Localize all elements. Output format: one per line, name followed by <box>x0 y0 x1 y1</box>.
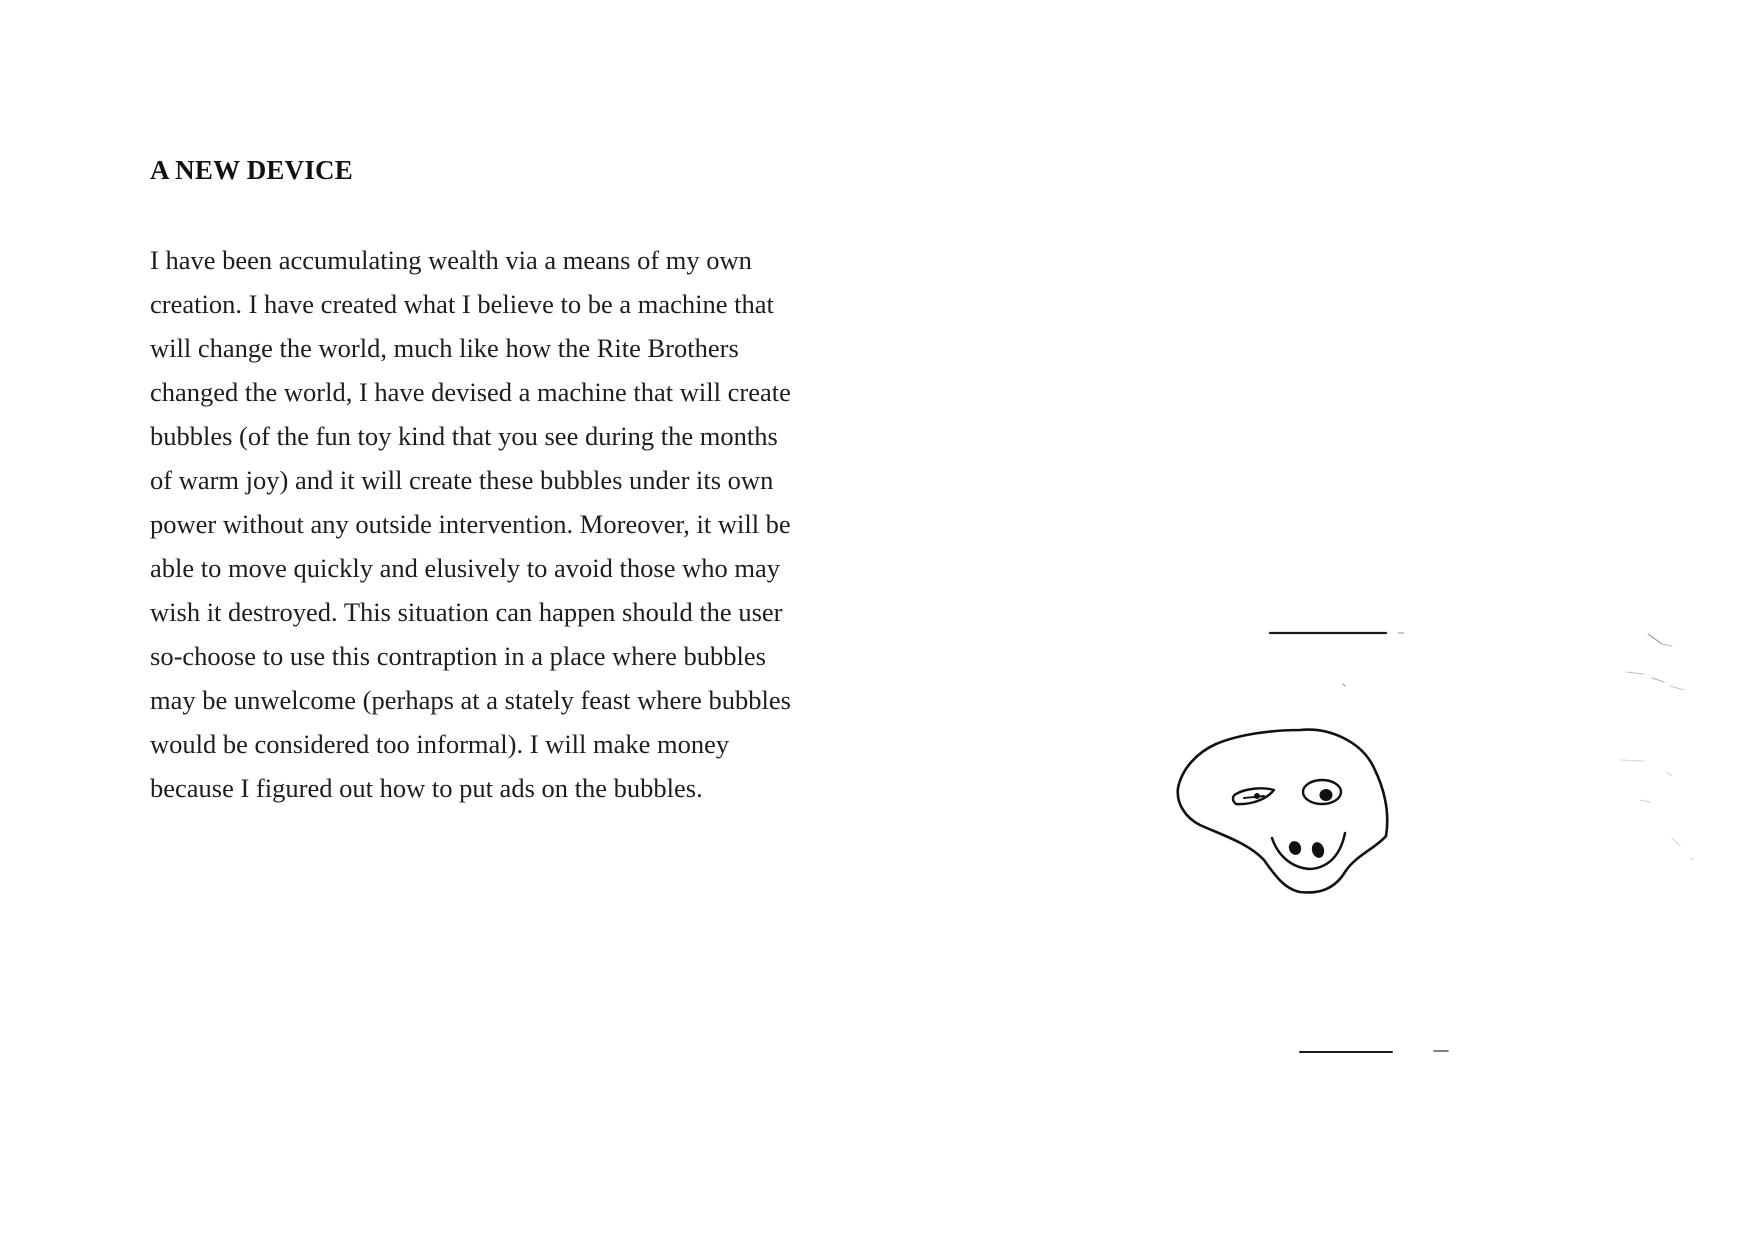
smile <box>1272 833 1345 869</box>
left-nostril <box>1287 839 1303 856</box>
body-line: changed the world, I have devised a machine that will create <box>150 377 791 407</box>
body-line: of warm joy) and it will create these bubbles under its own <box>150 465 774 495</box>
body-line: would be considered too informal). I will make money <box>150 729 730 759</box>
body-line: because I figured out how to put ads on the bubbles. <box>150 773 703 803</box>
body-line: may be unwelcome (perhaps at a stately feast where bubbles <box>150 685 791 715</box>
body-paragraph <box>150 238 840 810</box>
body-line: able to move quickly and elusively to avoid those who may <box>150 553 780 583</box>
page-title: A NEW DEVICE <box>150 155 353 185</box>
body-line: will change the world, much like how the Rite Brothers <box>150 333 739 363</box>
scan-marks <box>1270 633 1694 1052</box>
face <box>1178 730 1388 893</box>
head-outline <box>1178 730 1388 893</box>
body-line: wish it destroyed. This situation can happen should the user <box>150 597 783 627</box>
text-column <box>150 152 840 810</box>
body-line: I have been accumulating wealth via a means of my own <box>150 245 752 275</box>
body-line: bubbles (of the fun toy kind that you see during the months <box>150 421 778 451</box>
body-line: creation. I have created what I believe to be a machine that <box>150 289 774 319</box>
smiling-face-drawing-icon <box>1040 620 1740 1080</box>
right-nostril <box>1310 841 1326 860</box>
body-line: so-choose to use this contraption in a place where bubbles <box>150 641 766 671</box>
body-line: power without any outside intervention. Moreover, it will be <box>150 509 791 539</box>
